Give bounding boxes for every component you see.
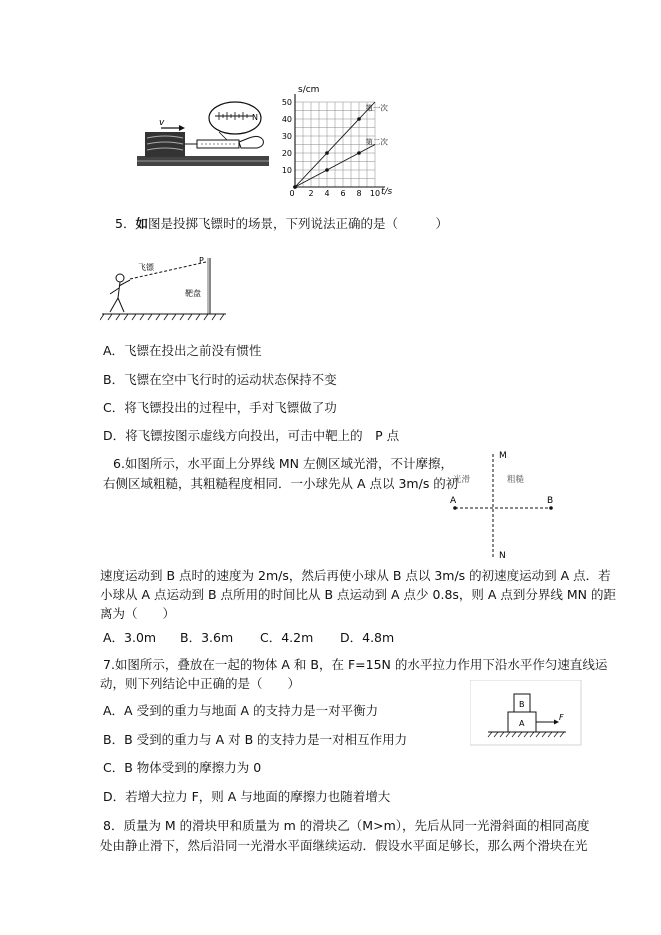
- x-tick-label: 8: [356, 189, 362, 198]
- y-tick-label: 10: [281, 166, 292, 175]
- q7-option-d: D．若增大拉力 F，则 A 与地面的摩擦力也随着增大: [103, 789, 391, 804]
- velocity-label: v: [159, 118, 165, 128]
- q8-line-1: 8．质量为 M 的滑块甲和质量为 m 的滑块乙（M>m），先后从同一光滑斜面的相同高度: [103, 818, 590, 833]
- stacked-blocks-figure: [470, 680, 582, 746]
- boundary-figure: [441, 446, 565, 566]
- q6-line-1: 6.如图所示，水平面上分界线 MN 左侧区域光滑，不计摩擦，: [113, 456, 454, 471]
- q5-option-d: D．将飞镖按图示虚线方向投出，可击中靶上的 P 点: [103, 428, 400, 443]
- q5-option-b: B．飞镖在空中飞行时的运动状态保持不变: [103, 372, 337, 387]
- label-a: A: [450, 496, 457, 506]
- q6-option-b: B．3.6m: [180, 630, 234, 645]
- svg-text:N: N: [252, 113, 258, 122]
- label-b: B: [547, 496, 554, 506]
- data-point: [357, 151, 361, 155]
- q7-line-2: 动，则下列结论中正确的是（ ）: [100, 676, 301, 691]
- s-t-graph: [278, 80, 408, 198]
- q6-option-a: A．3.0m: [103, 630, 157, 645]
- series-label-1: 第一次: [365, 103, 388, 113]
- y-tick-label: 30: [281, 132, 292, 141]
- label-rough: 粗糙: [507, 475, 525, 485]
- q6-line-2: 右侧区域粗糙，其粗糙程度相同．一小球先从 A 点以 3m/s 的初: [103, 476, 459, 491]
- label-m: M: [499, 451, 507, 461]
- y-tick-label: 20: [281, 149, 292, 158]
- x-tick-label: 10: [369, 189, 381, 198]
- q6-option-d: D．4.8m: [340, 630, 395, 645]
- q7-option-a: A．A 受到的重力与地面 A 的支持力是一对平衡力: [103, 703, 379, 718]
- y-tick-label: 40: [281, 115, 292, 124]
- block-a-label: A: [519, 719, 525, 728]
- q6-line-3: 速度运动到 B 点时的速度为 2m/s，然后再使小球从 B 点以 3m/s 的初速度运动到 A 点．若: [100, 568, 611, 583]
- q5-stem: [115, 216, 448, 232]
- block-pull-figure: [135, 98, 275, 170]
- force-label: F: [559, 713, 564, 722]
- q5-lead: 如: [135, 216, 148, 231]
- y-tick-label: 50: [281, 98, 292, 107]
- dart-label: 飞镖: [138, 263, 154, 272]
- data-point: [325, 168, 329, 172]
- q6-line-4: 小球从 A 点运动到 B 点所用的时间比从 B 点运动到 A 点少 0.8s，则 A 点到分界线 MN 的距: [100, 587, 616, 602]
- data-point: [293, 185, 297, 189]
- data-point: [357, 117, 361, 121]
- hand-icon: [239, 136, 263, 148]
- y-axis-label: s/cm: [298, 85, 320, 95]
- q5-stem-text: 图是投掷飞镖时的场景，下列说法正确的是（ ）: [147, 216, 448, 231]
- x-tick-label: 6: [340, 189, 346, 198]
- series-label-2: 第二次: [365, 137, 388, 147]
- thrower-head: [116, 274, 124, 282]
- block-b-label: B: [519, 700, 525, 709]
- x-tick-label: 4: [324, 189, 330, 198]
- q5-option-c: C．将飞镖投出的过程中，手对飞镖做了功: [103, 400, 337, 415]
- q6-line-5: 离为（ ）: [100, 606, 176, 621]
- q7-line-1: 7.如图所示，叠放在一起的物体 A 和 B，在 F=15N 的水平拉力作用下沿水平作匀速直线运: [103, 657, 608, 672]
- q8-line-2: 处由静止滑下，然后沿同一光滑水平面继续运动．假设水平面足够长，那么两个滑块在光: [100, 838, 588, 853]
- x-tick-label: 2: [308, 189, 314, 198]
- label-smooth: 光滑: [453, 475, 471, 485]
- q5-number: 5．: [115, 216, 136, 231]
- q5-option-a: A．飞镖在投出之前没有惯性: [103, 343, 262, 358]
- x-tick-label: 0: [289, 189, 295, 198]
- label-n: N: [499, 551, 506, 561]
- q7-option-b: B．B 受到的重力与 A 对 B 的支持力是一对相互作用力: [103, 732, 408, 747]
- data-point: [325, 151, 329, 155]
- dart-throw-figure: [100, 248, 230, 326]
- board-label: 靶盘: [185, 289, 201, 298]
- q6-option-c: C．4.2m: [260, 630, 314, 645]
- point-p-label: P: [199, 256, 204, 265]
- q7-option-c: C．B 物体受到的摩擦力为 0: [103, 760, 262, 775]
- x-axis-label: t/s: [381, 187, 393, 197]
